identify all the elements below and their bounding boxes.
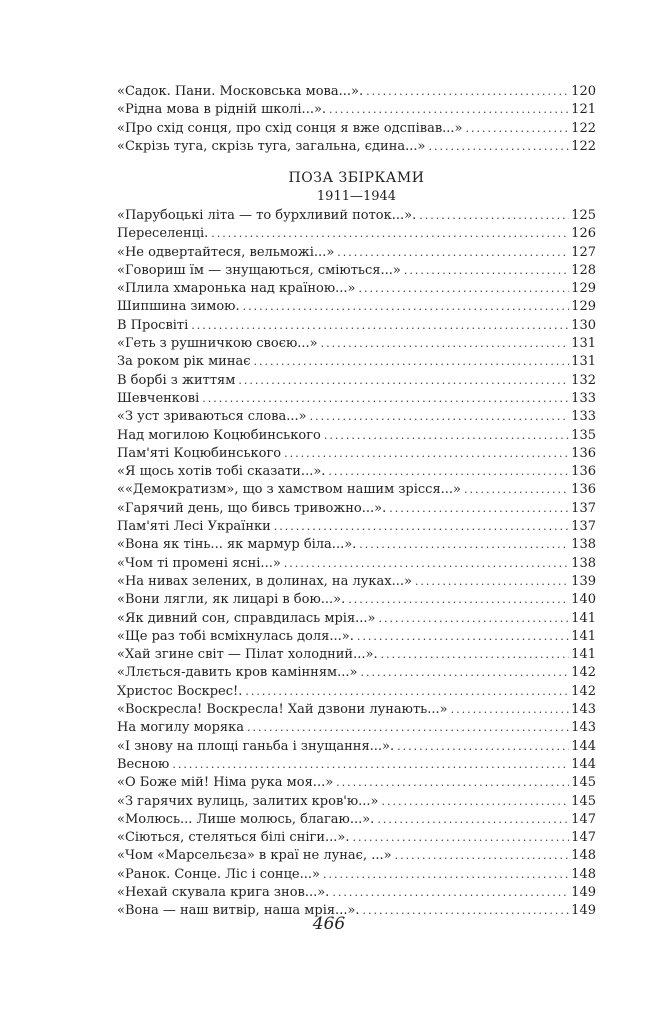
toc-entry-page: 141 [571,647,596,663]
toc-entry-title: За роком рік минає [117,354,251,370]
toc-entry-title: «Говориш їм — знущаються, сміються...» [117,262,401,278]
toc-entry-title: «Рідна мова в рідній школі...». [117,102,327,118]
toc-entry-title: Пам'яті Коцюбинського [117,445,282,461]
toc-entry-page: 132 [571,372,596,388]
dot-leader [245,683,569,701]
toc-entry [117,756,596,774]
toc-entry-title: Весною [117,756,170,772]
toc-entry-page: 145 [571,775,596,791]
toc-list-previous-section [117,83,596,156]
toc-entry-page: 140 [571,592,596,608]
dot-leader [243,298,570,316]
toc-entry [117,427,596,445]
toc-entry [117,884,596,902]
toc-entry-page: 138 [571,537,596,553]
toc-entry-page: 122 [571,138,596,154]
toc-entry [117,591,596,609]
toc-entry-page: 147 [571,811,596,827]
dot-leader [284,555,569,573]
toc-entry-title: «Парубоцькі літа — то бурхливий поток...». [117,208,417,223]
toc-entry [117,463,596,481]
toc-entry [117,738,596,756]
toc-entry-title: Переселенці. [117,226,209,242]
dot-leader [379,610,570,628]
toc-entry-page: 145 [571,793,596,809]
toc-entry-title: Шевченкові [117,390,200,406]
toc-entry-page: 126 [571,226,596,242]
toc-entry-title: «Ранок. Сонце. Ліс і сонце...» [117,866,320,882]
toc-entry-title: «Садок. Пани. Московська мова...». [117,84,364,99]
toc-entry-page: 142 [571,665,596,681]
toc-entry-title: «Гарячий день, що бивсь тривожно...». [117,500,387,516]
dot-leader [336,774,569,792]
dot-leader [389,500,569,518]
toc-entry-page: 136 [571,482,596,498]
toc-entry-page: 129 [571,281,596,297]
toc-entry-title: «Я щось хотів тобі сказати...». [117,464,326,480]
toc-entry-page: 128 [571,262,596,278]
toc-entry [117,317,596,335]
toc-entry [117,262,596,280]
dot-leader [191,317,569,335]
toc-entry [117,847,596,865]
dot-leader [395,847,570,865]
toc-entry [117,518,596,536]
toc-entry [117,298,596,316]
toc-entry-page: 142 [571,683,596,699]
toc-entry [117,101,596,119]
dot-leader [359,280,570,298]
toc-list-outside-collections [117,207,596,921]
toc-entry-page: 133 [571,409,596,425]
toc-entry-page: 147 [571,830,596,846]
dot-leader [323,866,569,884]
toc-entry [117,664,596,682]
toc-entry-title: «На нивах зелених, в долинах, на луках...» [117,573,412,589]
toc-entry [117,408,596,426]
toc-entry-title: «Нехай скувала крига знов...». [117,884,330,900]
dot-leader [382,793,570,811]
toc-entry-page: 143 [571,720,596,736]
dot-leader [202,390,569,408]
toc-entry-page: 144 [571,738,596,754]
toc-entry-title: Шипшина зимою. [117,299,240,315]
toc-entry-page: 144 [571,756,596,772]
toc-entry-title: «О Боже мій! Німа рука моя...» [117,775,334,791]
toc-entry-title: Над могилою Коцюбинського [117,427,321,443]
toc-entry [117,280,596,298]
toc-entry [117,610,596,628]
toc-entry [117,536,596,554]
dot-leader [359,536,569,554]
toc-entry-title: На могилу моряка [117,720,245,736]
dot-leader [254,353,570,371]
dot-leader [366,83,569,101]
toc-entry-title: «Не одвертайтеся, вельможі...» [117,244,335,260]
dot-leader [274,518,569,536]
toc-entry [117,225,596,243]
toc-entry-page: 137 [571,500,596,516]
toc-entry-title: «Геть з рушничкою своєю...» [117,336,318,352]
dot-leader [428,138,569,156]
dot-leader [284,445,569,463]
toc-entry-page: 135 [571,427,596,443]
dot-leader [324,427,569,445]
toc-entry [117,390,596,408]
toc-entry [117,353,596,371]
dot-leader [310,408,570,426]
toc-entry-page: 136 [571,464,596,480]
dot-leader [172,756,569,774]
toc-entry [117,719,596,737]
toc-entry-title: В Просвіті [117,317,189,333]
dot-leader [464,481,569,499]
dot-leader [357,628,569,646]
dot-leader [337,244,569,262]
dot-leader [415,573,569,591]
toc-entry [117,866,596,884]
section-years: 1911—1944 [316,189,397,204]
toc-entry-page: 133 [571,390,596,406]
toc-entry-title: «Скрізь туга, скрізь туга, загальна, єдина...» [117,138,426,154]
toc-entry-title: «Воскресла! Воскресла! Хай дзвони лунають...» [117,702,448,718]
toc-entry [117,445,596,463]
toc-entry-title: «Про схід сонця, про схід сонця я вже одспівав...» [117,120,463,136]
toc-entry [117,829,596,847]
dot-leader [404,262,569,280]
dot-leader [321,335,570,353]
dot-leader [329,101,569,119]
toc-entry-title: «Вони лягли, як лицарі в бою...». [117,592,346,608]
dot-leader [466,120,570,138]
toc-entry-title: Христос Воскрес!. [117,683,243,699]
toc-entry-page: 141 [571,628,596,644]
dot-leader [348,591,569,609]
dot-leader [419,207,569,225]
toc-entry-page: 130 [571,317,596,333]
toc-entry [117,555,596,573]
toc-entry-page: 149 [571,884,596,900]
toc-entry-page: 141 [571,610,596,626]
toc-entry-page: 136 [571,445,596,461]
toc-entry-page: 131 [571,336,596,352]
toc-entry [117,774,596,792]
toc-entry [117,372,596,390]
toc-entry-title: «Плила хмаронька над країною...» [117,281,356,297]
toc-entry-page: 125 [571,208,596,223]
toc-entry [117,701,596,719]
toc-entry [117,138,596,156]
toc-entry-title: «Ще раз тобі всміхнулась доля...». [117,628,354,644]
toc-entry-page: 120 [571,84,596,99]
toc-entry [117,481,596,499]
toc-entry-page: 121 [571,102,596,118]
section-heading: ПОЗА ЗБІРКАМИ [288,170,425,186]
toc-entry-page: 143 [571,702,596,718]
toc-entry-page: 138 [571,555,596,571]
toc-entry-title: ««Демократизм», що з хамством нашим зрісся...» [117,482,461,498]
toc-entry [117,83,596,101]
toc-entry-page: 129 [571,299,596,315]
toc-entry-title: «Молюсь... Лише молюсь, благаю...». [117,811,375,827]
toc-entry-title: «З уст зриваються слова...» [117,409,307,425]
toc-entry [117,207,596,225]
toc-entry-title: Пам'яті Лесі Українки [117,519,271,535]
toc-entry [117,793,596,811]
toc-entry-title: «І знову на площі ганьба і знущання...». [117,738,395,754]
toc-entry [117,628,596,646]
toc-entry-page: 139 [571,573,596,589]
dot-leader [361,664,570,682]
dot-leader [238,372,569,390]
toc-entry [117,683,596,701]
toc-entry-page: 127 [571,244,596,260]
dot-leader [332,884,569,902]
dot-leader [381,646,570,664]
toc-entry-page: 122 [571,120,596,136]
toc-entry-title: «Хай згине світ — Пілат холодний...». [117,647,378,663]
toc-entry-title: «Сіються, стеляться білі сніги...». [117,830,350,846]
dot-leader [377,811,569,829]
dot-leader [451,701,570,719]
dot-leader [397,738,569,756]
page-number: 466 [312,914,346,934]
dot-leader [211,225,569,243]
toc-entry-title: В борбі з життям [117,372,236,388]
toc-entry-page: 137 [571,519,596,535]
toc-entry-page: 149 [571,903,596,919]
toc-entry-title: «Вона — наш витвір, наша мрія...». [117,903,360,919]
toc-entry-title: «Як дивний сон, справдилась мрія...» [117,610,376,626]
dot-leader [247,719,569,737]
toc-entry [117,646,596,664]
dot-leader [353,829,570,847]
toc-entry-page: 148 [571,848,596,864]
toc-entry [117,811,596,829]
toc-entry-page: 148 [571,866,596,882]
toc-entry-title: «Чом ті промені ясні...» [117,555,281,571]
toc-entry-title: «З гарячих вулиць, залитих кров'ю...» [117,793,379,809]
toc-entry [117,335,596,353]
toc-entry-title: «Чом «Марсельєза» в краї не лунає, ...» [117,848,392,864]
toc-entry-page: 131 [571,354,596,370]
toc-entry [117,120,596,138]
toc-entry-title: «Вона як тінь... як мармур біла...». [117,537,357,553]
toc-entry [117,573,596,591]
toc-entry [117,244,596,262]
toc-entry [117,500,596,518]
dot-leader [328,463,569,481]
toc-entry-title: «Ллється-давить кров камінням...» [117,665,358,681]
